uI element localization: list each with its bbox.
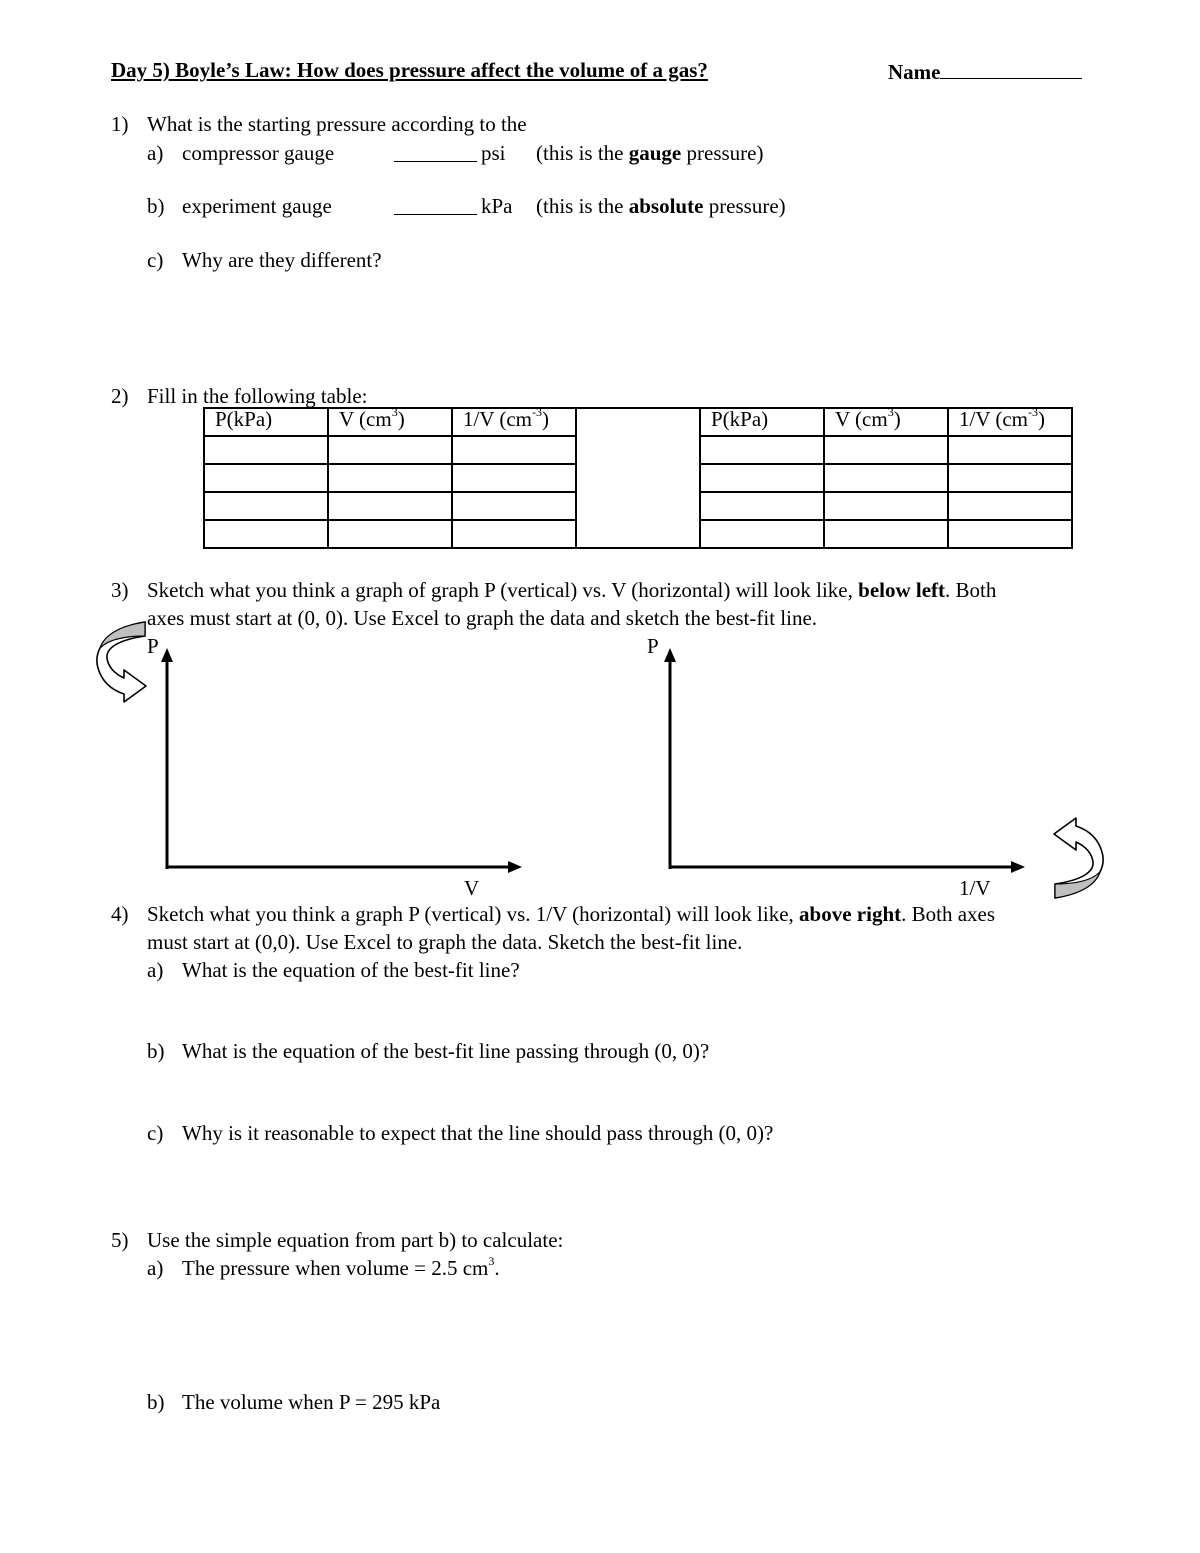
page-title: Day 5) Boyle’s Law: How does pressure affect the volume of a gas? [111, 58, 708, 82]
q4-number: 4) [111, 902, 129, 926]
q1a-letter: a) [147, 141, 164, 165]
q1a-note-post: pressure) [681, 141, 764, 165]
q5-number: 5) [111, 1228, 129, 1252]
name-label: Name [888, 60, 941, 84]
header-inv-v-left: 1/V $(cm^{-3})$ [452, 408, 576, 436]
q5b-letter: b) [147, 1390, 165, 1414]
q1-number: 1) [111, 112, 129, 136]
q4c-letter: c) [147, 1121, 164, 1145]
curved-arrow-icon [97, 622, 146, 702]
q4a-letter: a) [147, 958, 164, 982]
q3-line1: Sketch what you think a graph of graph P (vertical) vs. V (horizontal) will look like, below left. Both [147, 578, 997, 602]
q1c-letter: c) [147, 248, 164, 272]
q4b-text: What is the equation of the best-fit line passing through (0, 0)? [182, 1039, 710, 1063]
right-graph-axes [664, 648, 1025, 873]
q2-text: Fill in the following table: [147, 384, 368, 408]
curved-arrow-icon [1054, 818, 1103, 898]
q3-number: 3) [111, 578, 129, 602]
header-p-left: P(kPa) [204, 408, 328, 436]
q3-line2: axes must start at (0, 0). Use Excel to graph the data and sketch the best-fit line. [147, 606, 818, 630]
q1c-text: Why are they different? [182, 248, 382, 272]
q1b-note-post: pressure) [703, 194, 786, 218]
q1b-text: experiment gauge [182, 194, 332, 218]
header-inv-v-right: 1/V $(cm^{-3})$ [948, 408, 1072, 436]
q5-text: Use the simple equation from part b) to calculate: [147, 1228, 564, 1252]
right-graph-x-label: 1/V [959, 876, 991, 900]
q4-line1: Sketch what you think a graph P (vertical) vs. 1/V (horizontal) will look like, above right. Both axes [147, 902, 996, 926]
q2-number: 2) [111, 384, 129, 408]
header-v-right: V $(cm^3)$ [824, 408, 948, 436]
left-graph-axes [161, 648, 522, 873]
q1b-letter: b) [147, 194, 165, 218]
left-graph-y-label: P [147, 634, 159, 658]
q1a-note-pre: (this is the [536, 141, 629, 165]
q1a-text: compressor gauge [182, 141, 335, 165]
q1-text: What is the starting pressure according to the [147, 112, 527, 136]
q1b-note-pre: (this is the [536, 194, 629, 218]
q1a-note-bold: gauge [628, 141, 682, 165]
q4c-text: Why is it reasonable to expect that the line should pass through (0, 0)? [182, 1121, 774, 1145]
right-graph-y-label: P [647, 634, 659, 658]
q5b-text: The volume when P = 295 kPa [182, 1390, 441, 1414]
q1b-unit: kPa [481, 194, 513, 218]
q5a-text: The pressure when volume = 2.5 $cm^3$. [182, 1254, 500, 1280]
q5a-letter: a) [147, 1256, 164, 1280]
q4b-letter: b) [147, 1039, 165, 1063]
q4-line2: must start at (0,0). Use Excel to graph the data. Sketch the best-fit line. [147, 930, 743, 954]
q1a-unit: psi [481, 141, 506, 165]
q4a-text: What is the equation of the best-fit line? [182, 958, 520, 982]
q1b-note-bold: absolute [628, 194, 704, 218]
header-v-left: V $(cm^3)$ [328, 408, 452, 436]
header-p-right: P(kPa) [700, 408, 824, 436]
left-graph-x-label: V [464, 876, 480, 900]
